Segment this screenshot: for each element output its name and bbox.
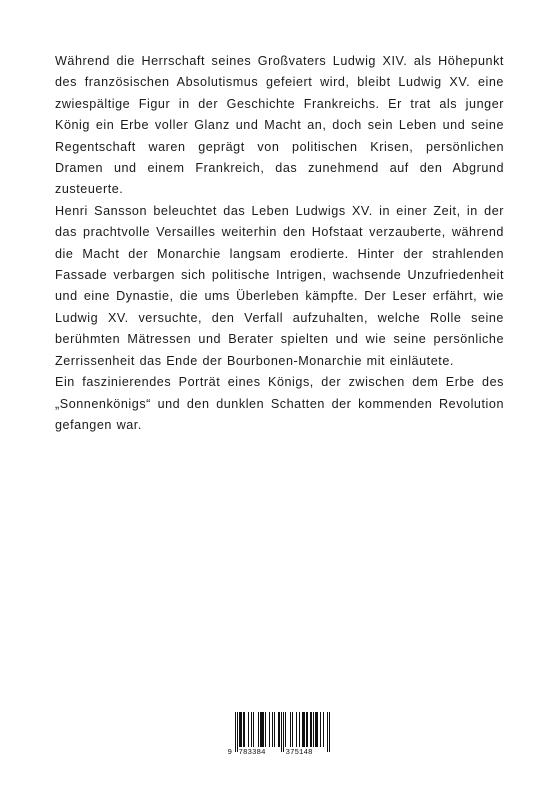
barcode-bar — [239, 712, 242, 747]
barcode-bar — [253, 712, 254, 747]
barcode-bar — [274, 712, 275, 747]
barcode-bar — [269, 712, 270, 747]
barcode-guard-bar — [237, 712, 238, 752]
barcode-bar — [320, 712, 321, 747]
barcode-guard-bar — [235, 712, 236, 752]
blurb-text — [55, 51, 504, 436]
blurb-paragraph-2: Henri Sansson beleuchtet das Leben Ludwigs XV. in einer Zeit, in der das prachtvolle Versailles weiterhin den Hofstaat verzauberte, während die Macht der Monarchie langsam erodierte. Hinter der strahlenden Fassade verbargen sich politische Intrigen, wachsende Unzufriedenheit und eine Dynastie, die ums Überleben kämpfte. Der Leser erfährt, wie Ludwig XV. versuchte, den Verfall aufzuhalten, welche Rolle seine berühmten Mätressen und Berater spielten und wie seine persönliche Zerrissenheit das Ende der Bourbonen-Monarchie mit einläutete. — [55, 203, 504, 368]
barcode-bar — [292, 712, 293, 747]
barcode-guard-bar — [283, 712, 284, 752]
blurb-paragraph-1: Während die Herrschaft seines Großvaters Ludwig XIV. als Höhepunkt des französischen Absolutismus gefeiert wird, bleibt Ludwig XV. eine zwiespältige Figur in der Geschichte Frankreichs. Er trat als junger König ein Erbe voller Glanz und Macht an, doch sein Leben und seine Regentschaft waren geprägt von politischen Krisen, persönlichen Dramen und einem Frankreich, das zunehmend auf den Abgrund zusteuerte. — [55, 54, 504, 197]
barcode-bar — [251, 712, 252, 747]
barcode-bar — [323, 712, 324, 747]
barcode-bar — [296, 712, 297, 747]
barcode-bar — [290, 712, 291, 747]
barcode-left-group: 783384 — [238, 749, 266, 757]
barcode-bar — [260, 712, 264, 747]
barcode-bar — [258, 712, 259, 747]
barcode-bar — [248, 712, 249, 747]
blurb-paragraph-3: Ein faszinierendes Porträt eines Königs, der zwischen dem Erbe des „Sonnenkönigs“ und den dunklen Schatten der kommenden Revolution gefangen war. — [55, 375, 504, 432]
barcode-bar — [310, 712, 312, 747]
barcode-bar — [315, 712, 318, 747]
barcode-digits — [227, 747, 331, 759]
barcode-bar — [265, 712, 266, 747]
barcode-bar — [299, 712, 300, 747]
barcode-right-group: 375148 — [285, 749, 313, 757]
barcode-bar — [302, 712, 305, 747]
barcode-guard-bar — [281, 712, 282, 752]
barcode-guard-bar — [329, 712, 330, 752]
barcode-guard-bar — [327, 712, 328, 752]
barcode-bars — [227, 712, 331, 752]
barcode-bar — [306, 712, 308, 747]
barcode-bar — [272, 712, 273, 747]
barcode-bar — [278, 712, 280, 747]
barcode-lead-digit: 9 — [227, 749, 233, 757]
barcode-bar — [285, 712, 286, 747]
barcode-bar — [243, 712, 245, 747]
isbn-barcode — [227, 712, 331, 760]
barcode-bar — [313, 712, 314, 747]
